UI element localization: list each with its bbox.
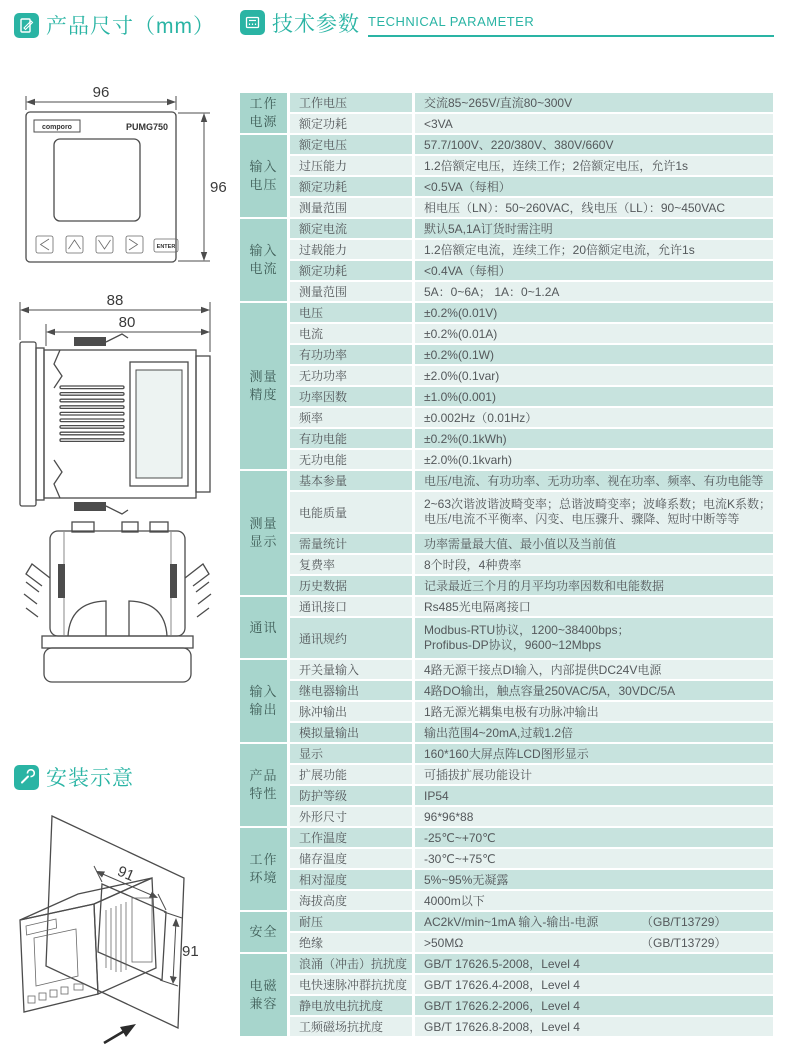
standard-ref: （GB/T13729） — [641, 915, 727, 929]
spec-group — [240, 912, 773, 954]
spec-row — [290, 828, 773, 849]
spec-table — [240, 93, 773, 1038]
value-text: IP54 — [424, 788, 449, 803]
value-cell — [415, 933, 773, 952]
param-cell: 电流 — [290, 324, 415, 343]
value-cell — [415, 828, 773, 847]
value-cell — [415, 387, 773, 406]
spec-group — [240, 828, 773, 912]
value-cell — [415, 198, 773, 217]
value-cell — [415, 597, 773, 616]
spec-row — [290, 534, 773, 555]
spec-group — [240, 597, 773, 660]
spec-row — [290, 135, 773, 156]
category-cell: 输入输出 — [240, 660, 290, 744]
spec-row — [290, 912, 773, 933]
value-text: >50MΩ — [424, 935, 464, 950]
param-cell: 海拔高度 — [290, 891, 415, 910]
value-line: 电压/电流不平衡率、闪变、电压骤升、骤降、短时中断等等 — [424, 512, 740, 526]
value-text: 1.2倍额定电压，连续工作；2倍额定电压，允许1s — [424, 159, 689, 173]
spec-row — [290, 660, 773, 681]
value-text: <0.4VA（每相） — [424, 264, 511, 278]
value-cell — [415, 282, 773, 301]
side-view-drawing — [2, 290, 234, 518]
category-cell: 工作环境 — [240, 828, 290, 912]
value-cell — [415, 975, 773, 994]
side-vents — [106, 898, 152, 972]
spec-row — [290, 996, 773, 1017]
spec-row — [290, 681, 773, 702]
value-cell — [415, 849, 773, 868]
spec-row — [290, 93, 773, 114]
param-cell: 额定电流 — [290, 219, 415, 238]
spec-group — [240, 303, 773, 471]
product-dimensions-title: 产品尺寸（mm） — [46, 15, 215, 38]
category-cell: 测量精度 — [240, 303, 290, 471]
spec-row — [290, 282, 773, 303]
param-cell: 防护等级 — [290, 786, 415, 805]
spec-group — [240, 471, 773, 597]
param-cell: 工作电压 — [290, 93, 415, 112]
param-cell: 通讯规约 — [290, 618, 415, 658]
document-icon — [14, 13, 39, 38]
value-cell — [415, 261, 773, 280]
installation-title: 安装示意 — [46, 767, 134, 790]
param-cell: 额定功耗 — [290, 177, 415, 196]
value-cell — [415, 219, 773, 238]
param-cell: 显示 — [290, 744, 415, 763]
value-text: GB/T 17626.4-2008，Level 4 — [424, 978, 580, 992]
param-cell: 有功电能 — [290, 429, 415, 448]
value-text: 功率需量最大值、最小值以及当前值 — [424, 537, 617, 551]
param-cell: 静电放电抗扰度 — [290, 996, 415, 1015]
category-cell: 工作电源 — [240, 93, 290, 135]
spec-row — [290, 744, 773, 765]
param-cell: 过压能力 — [290, 156, 415, 175]
category-cell: 产品特性 — [240, 744, 290, 828]
value-text: 输出范围4~20mA,过载1.2倍 — [424, 726, 574, 740]
value-text: 4路无源干接点DI输入，内部提供DC24V电源 — [424, 663, 662, 677]
spec-row — [290, 177, 773, 198]
value-text: <3VA — [424, 116, 453, 131]
spec-row — [290, 933, 773, 954]
param-cell: 需量统计 — [290, 534, 415, 553]
dim-depth-body: 80 — [118, 314, 136, 331]
param-cell: 有功功率 — [290, 345, 415, 364]
spec-row — [290, 261, 773, 282]
spec-row — [290, 366, 773, 387]
insert-arrow — [120, 1024, 136, 1037]
value-text: ±0.002Hz（0.01Hz） — [424, 411, 538, 425]
wrench-icon — [14, 765, 39, 790]
value-cell — [415, 954, 773, 973]
param-cell: 工作温度 — [290, 828, 415, 847]
spec-row — [290, 723, 773, 744]
param-cell: 复费率 — [290, 555, 415, 574]
spec-row — [290, 303, 773, 324]
param-cell: 额定功耗 — [290, 114, 415, 133]
value-text: AC2kV/min~1mA 输入-输出-电源 — [424, 915, 599, 929]
param-cell: 无功电能 — [290, 450, 415, 469]
spec-row — [290, 870, 773, 891]
spec-row — [290, 345, 773, 366]
param-cell: 相对湿度 — [290, 870, 415, 889]
param-cell: 开关量输入 — [290, 660, 415, 679]
value-cell — [415, 177, 773, 196]
value-text: 1.2倍额定电流，连续工作；20倍额定电流，允许1s — [424, 243, 695, 257]
param-cell: 额定功耗 — [290, 261, 415, 280]
standard-ref: （GB/T13729） — [641, 936, 727, 950]
spec-row — [290, 450, 773, 471]
value-cell — [415, 450, 773, 469]
param-cell: 电压 — [290, 303, 415, 322]
value-text: 电压/电流、有功功率、无功功率、视在功率、频率、有功电能等 — [424, 474, 764, 488]
value-cell — [415, 345, 773, 364]
value-text: <0.5VA（每相） — [424, 180, 511, 194]
param-cell: 浪涌（冲击）抗扰度 — [290, 954, 415, 973]
value-line: Modbus-RTU协议，1200~38400bps； — [424, 623, 630, 637]
param-cell: 绝缘 — [290, 933, 415, 952]
category-cell: 测量显示 — [240, 471, 290, 597]
spec-row — [290, 786, 773, 807]
param-cell: 通讯接口 — [290, 597, 415, 616]
spec-row — [290, 807, 773, 828]
param-cell: 测量范围 — [290, 282, 415, 301]
value-cell — [415, 240, 773, 259]
value-cell — [415, 702, 773, 721]
value-text: GB/T 17626.2-2006，Level 4 — [424, 999, 580, 1013]
spec-group — [240, 954, 773, 1038]
model-label: PUMG750 — [125, 122, 168, 132]
technical-subtitle: TECHNICAL PARAMETER — [368, 14, 535, 29]
value-text: 5%~95%无凝露 — [424, 873, 509, 887]
product-dimensions-header — [14, 10, 215, 40]
dim-front-width: 96 — [92, 84, 110, 101]
param-cell: 历史数据 — [290, 576, 415, 595]
value-text: 默认5A,1A订货时需注明 — [424, 222, 553, 236]
value-text: 8个时段，4种费率 — [424, 558, 522, 572]
value-text: ±0.2%(0.01A) — [424, 326, 498, 341]
spec-row — [290, 555, 773, 576]
technical-column — [240, 0, 774, 1047]
spec-row — [290, 765, 773, 786]
spec-row — [290, 408, 773, 429]
value-cell — [415, 534, 773, 553]
spec-row — [290, 219, 773, 240]
technical-subtitle-underline — [368, 13, 774, 37]
value-cell — [415, 555, 773, 574]
spec-row — [290, 240, 773, 261]
param-cell: 扩展功能 — [290, 765, 415, 784]
technical-header — [240, 10, 774, 37]
value-text: GB/T 17626.5-2008，Level 4 — [424, 957, 580, 971]
value-cell — [415, 471, 773, 490]
value-cell — [415, 618, 773, 658]
spec-row — [290, 597, 773, 618]
value-text: 交流85~265V/直流80~300V — [424, 96, 573, 110]
spec-row — [290, 954, 773, 975]
param-cell: 脉冲输出 — [290, 702, 415, 721]
rear-view-drawing — [10, 516, 225, 694]
category-cell: 通讯 — [240, 597, 290, 660]
value-text: 5A：0~6A； 1A：0~1.2A — [424, 285, 560, 299]
spec-row — [290, 114, 773, 135]
value-text: 4路DO输出，触点容量250VAC/5A，30VDC/5A — [424, 684, 676, 698]
category-cell: 安全 — [240, 912, 290, 954]
spec-group — [240, 93, 773, 135]
value-cell — [415, 660, 773, 679]
value-text: 160*160大屏点阵LCD图形显示 — [424, 747, 589, 761]
enter-button-label: ENTER — [156, 244, 176, 250]
spec-row — [290, 618, 773, 660]
value-cell — [415, 723, 773, 742]
value-text: 4000m以下 — [424, 894, 485, 908]
param-cell: 功率因数 — [290, 387, 415, 406]
value-cell — [415, 366, 773, 385]
dim-cutout-height: 91 — [182, 943, 199, 960]
value-cell — [415, 114, 773, 133]
spec-row — [290, 156, 773, 177]
heatsink-fins — [60, 386, 124, 441]
value-line: Profibus-DP协议，9600~12Mbps — [424, 638, 602, 652]
param-cell: 无功功率 — [290, 366, 415, 385]
param-cell: 电快速脉冲群抗扰度 — [290, 975, 415, 994]
spec-row — [290, 576, 773, 597]
param-cell: 工频磁场抗扰度 — [290, 1017, 415, 1036]
installation-header — [14, 762, 134, 792]
value-cell — [415, 303, 773, 322]
dim-front-height: 96 — [210, 179, 227, 196]
category-cell: 输入电压 — [240, 135, 290, 219]
value-text: ±2.0%(0.1kvarh) — [424, 452, 512, 467]
parameter-icon — [240, 10, 265, 35]
param-cell: 过载能力 — [290, 240, 415, 259]
value-text: ±0.2%(0.1kWh) — [424, 431, 507, 446]
value-cell — [415, 996, 773, 1015]
value-text: -30℃~+75℃ — [424, 851, 496, 866]
param-cell: 模拟量输出 — [290, 723, 415, 742]
spec-row — [290, 198, 773, 219]
dimensions-column — [0, 0, 240, 1047]
value-cell — [415, 681, 773, 700]
dim-depth-total: 88 — [106, 292, 124, 309]
value-cell — [415, 870, 773, 889]
value-text: 可插拔扩展功能设计 — [424, 768, 533, 782]
spec-group — [240, 660, 773, 744]
spec-group — [240, 135, 773, 219]
spec-row — [290, 1017, 773, 1038]
value-text: 相电压（LN）：50~260VAC，线电压（LL）：90~450VAC — [424, 201, 726, 215]
value-cell — [415, 156, 773, 175]
front-view-drawing — [8, 84, 238, 286]
spec-row — [290, 891, 773, 912]
param-cell: 频率 — [290, 408, 415, 427]
category-cell: 输入电流 — [240, 219, 290, 303]
value-text: ±0.2%(0.01V) — [424, 305, 498, 320]
value-text: 1路无源光耦集电极有功脉冲输出 — [424, 705, 599, 719]
value-cell — [415, 93, 773, 112]
param-cell: 基本参量 — [290, 471, 415, 490]
value-text: Rs485光电隔离接口 — [424, 600, 531, 614]
value-cell — [415, 492, 773, 532]
spec-row — [290, 975, 773, 996]
value-cell — [415, 135, 773, 154]
value-cell — [415, 324, 773, 343]
lcd-screen — [54, 139, 140, 221]
dim-cutout-width: 91 — [114, 862, 137, 885]
value-text: 记录最近三个月的月平均功率因数和电能数据 — [424, 579, 665, 593]
installation-drawing — [6, 800, 236, 1047]
spec-row — [290, 471, 773, 492]
spec-group — [240, 219, 773, 303]
spec-row — [290, 702, 773, 723]
value-cell — [415, 408, 773, 427]
value-cell — [415, 891, 773, 910]
param-cell: 额定电压 — [290, 135, 415, 154]
value-cell — [415, 786, 773, 805]
brand-logo: comporo — [42, 124, 72, 131]
param-cell: 电能质量 — [290, 492, 415, 532]
value-cell — [415, 744, 773, 763]
value-text: ±1.0%(0.001) — [424, 389, 496, 404]
value-text: -25℃~+70℃ — [424, 830, 496, 845]
value-cell — [415, 807, 773, 826]
value-text: 57.7/100V、220/380V、380V/660V — [424, 138, 614, 152]
value-cell — [415, 765, 773, 784]
technical-title: 技术参数 — [272, 13, 360, 36]
spec-row — [290, 492, 773, 534]
value-cell — [415, 912, 773, 931]
spec-row — [290, 324, 773, 345]
param-cell: 耐压 — [290, 912, 415, 931]
param-cell: 继电器输出 — [290, 681, 415, 700]
value-text: GB/T 17626.8-2008，Level 4 — [424, 1020, 580, 1034]
value-cell — [415, 1017, 773, 1036]
category-cell: 电磁兼容 — [240, 954, 290, 1038]
value-line: 2~63次谐波谐波畸变率；总谐波畸变率；波峰系数；电流K系数； — [424, 497, 772, 511]
param-cell: 测量范围 — [290, 198, 415, 217]
front-buttons — [36, 236, 178, 253]
param-cell: 储存温度 — [290, 849, 415, 868]
spec-row — [290, 387, 773, 408]
spec-group — [240, 744, 773, 828]
value-text: ±2.0%(0.1var) — [424, 368, 500, 383]
value-cell — [415, 576, 773, 595]
param-cell: 外形尺寸 — [290, 807, 415, 826]
spec-row — [290, 849, 773, 870]
spec-row — [290, 429, 773, 450]
value-text: 96*96*88 — [424, 809, 474, 824]
value-cell — [415, 429, 773, 448]
value-text: ±0.2%(0.1W) — [424, 347, 494, 362]
